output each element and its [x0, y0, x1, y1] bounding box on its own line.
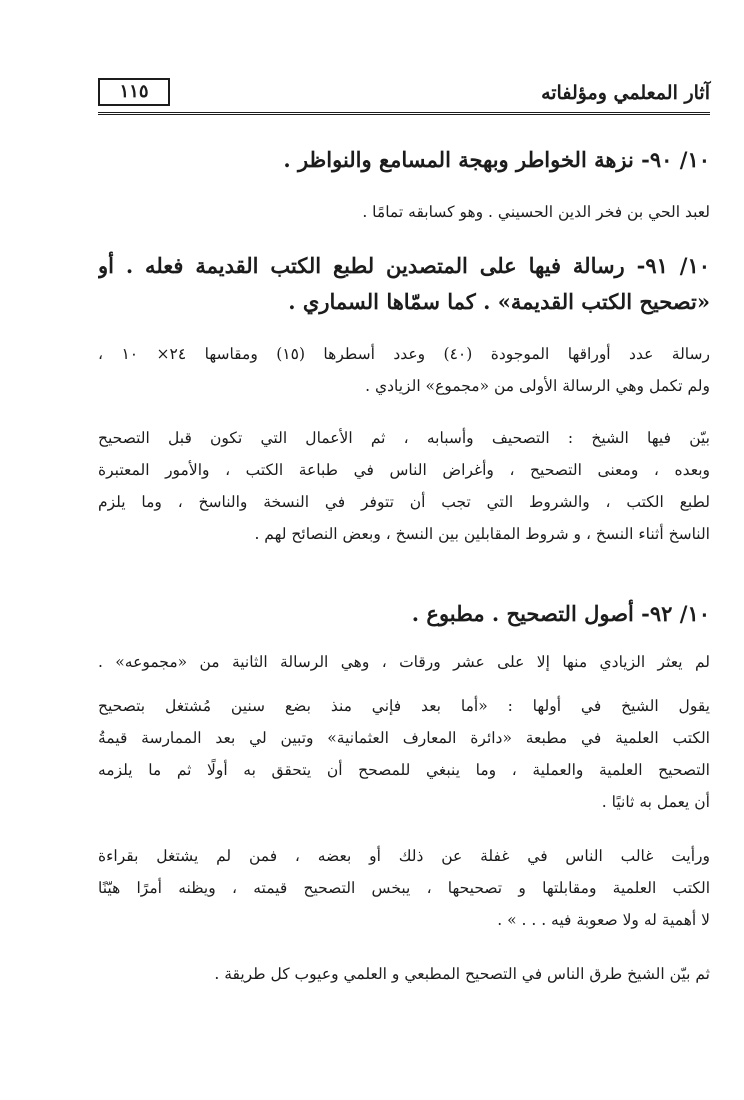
entry-92-summary-text: ثم بيّن الشيخ طرق الناس في التصحيح المطبعي و العلمي وعيوب كل طريقة . [214, 965, 710, 983]
entry-92-quote-1-line-1: يقول الشيخ في أولها : «أما بعد فإني منذ بضع سنين مُشتغل بتصحيح [98, 697, 710, 715]
entry-92-summary [98, 958, 710, 990]
entry-92-quote-2 [98, 840, 710, 936]
entry-90-text: لعبد الحي بن فخر الدين الحسيني . وهو كسابقه تمامًا . [362, 203, 710, 221]
entry-91-summary-line-2: وبعده ، ومعنى التصحيح ، وأغراض الناس في طباعة الكتب ، والأمور المعتبرة [98, 461, 710, 479]
entry-90-title: ١٠/ ٩٠- نزهة الخواطر وبهجة المسامع والنواظر . [283, 147, 710, 172]
running-header [98, 78, 710, 112]
entry-91-title-line-2: «تصحيح الكتب القديمة» . كما سمّاها السماري . [288, 289, 710, 314]
entry-92-quote-1-line-2: الكتب العلمية في مطبعة «دائرة المعارف العثمانية» وتبين لي بعد الممارسة قيمةُ [98, 729, 710, 747]
entry-91-summary-line-3: لطبع الكتب ، والشروط التي تجب أن تتوفر في النسخة والناسخ ، وما يلزم [98, 493, 710, 511]
entry-91-heading [98, 248, 710, 320]
entry-90-heading [98, 142, 710, 178]
entry-92-quote-1 [98, 690, 710, 818]
entry-92-quote-2-line-2: الكتب العلمية ومقابلتها و تصحيحها ، يبخس التصحيح قيمته ، ويظنه أمرًا هيّنًا [98, 879, 710, 897]
entry-91-title-line-1: ١٠/ ٩١- رسالة فيها على المتصدين لطبع الكتب القديمة فعله . أو [98, 253, 710, 278]
entry-91-desc-line-1: رسالة عدد أوراقها الموجودة (٤٠) وعدد أسطرها (١٥) ومقاسها ٢٤× ١٠ ، [98, 345, 710, 363]
entry-92-note-text: لم يعثر الزيادي منها إلا على عشر ورقات ، وهي الرسالة الثانية من «مجموعه» . [98, 653, 710, 671]
entry-90-description [98, 196, 710, 228]
entry-91-description [98, 338, 710, 402]
entry-92-quote-2-line-1: ورأيت غالب الناس في غفلة عن ذلك أو بعضه ، فمن لم يشتغل بقراءة [98, 847, 710, 865]
entry-92-title: ١٠/ ٩٢- أصول التصحيح . مطبوع . [411, 601, 710, 626]
page-number: ١١٥ [98, 78, 170, 106]
entry-91-summary [98, 422, 710, 550]
entry-92-quote-2-line-3: لا أهمية له ولا صعوبة فيه . . . » . [497, 911, 710, 929]
entry-91-desc-line-2: ولم تكمل وهي الرسالة الأولى من «مجموع» الزيادي . [365, 377, 710, 395]
entry-92-quote-1-line-3: التصحيح العلمية والعملية ، وما ينبغي للمصحح أن يتحقق به أولًا ثم ما يلزمه [98, 761, 710, 779]
entry-92-note [98, 646, 710, 678]
running-title: آثار المعلمي ومؤلفاته [541, 82, 710, 104]
entry-91-summary-line-1: بيّن فيها الشيخ : التصحيف وأسبابه ، ثم الأعمال التي تكون قبل التصحيح [98, 429, 710, 447]
entry-91-summary-line-4: الناسخ أثناء النسخ ، و شروط المقابلين بين النسخ ، وبعض النصائح لهم . [254, 525, 710, 543]
entry-92-quote-1-line-4: أن يعمل به ثانيًا . [601, 793, 710, 811]
header-divider [98, 112, 710, 115]
entry-92-heading [98, 596, 710, 632]
